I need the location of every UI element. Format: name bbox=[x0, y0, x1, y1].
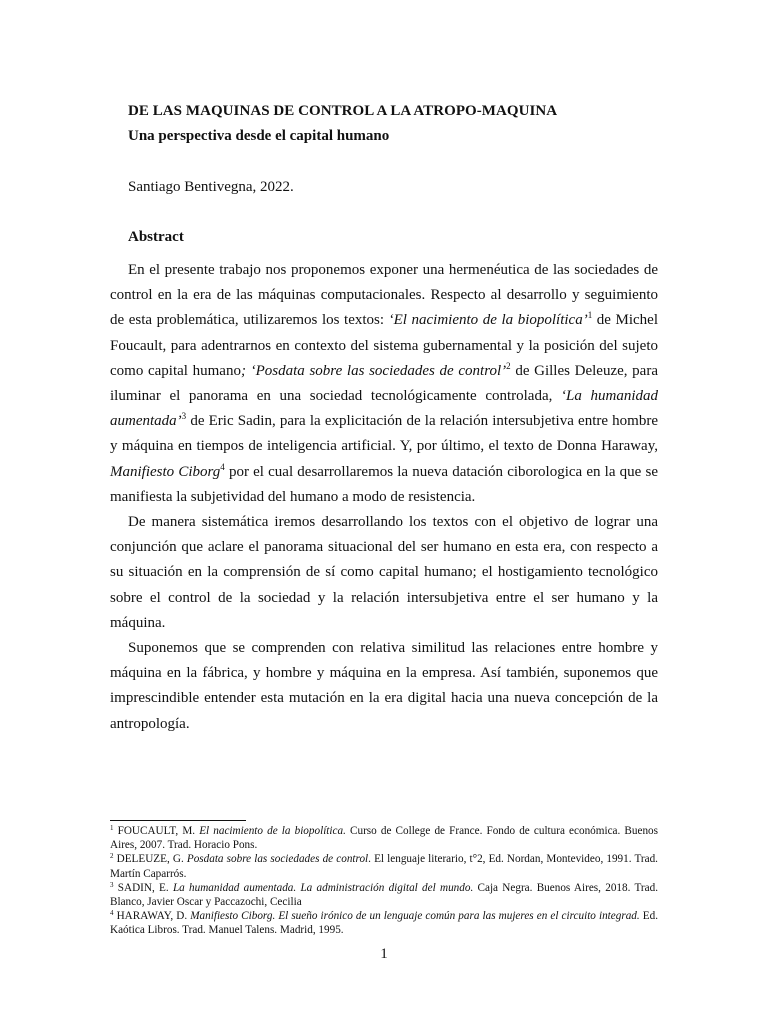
text-run: de Michel Foucault, para adentrarnos en contexto del sistema gubernamental y la posición del sujeto como capital humano bbox=[110, 312, 658, 379]
text-run: por el cual desarrollaremos la nueva datación ciborologica en la que se manifiesta la subjetividad del humano a modo de resistencia. bbox=[110, 463, 658, 505]
author-line: Santiago Bentivegna, 2022. bbox=[128, 179, 294, 195]
abstract-paragraph bbox=[110, 510, 658, 636]
footnote-ref: 3 bbox=[110, 880, 114, 889]
footnote-ref: 2 bbox=[506, 360, 511, 371]
text-run: Ed. Kaótica Libros. Trad. Manuel Talens. Madrid, 1995. bbox=[110, 910, 659, 937]
footnote-ref: 1 bbox=[587, 310, 593, 321]
document-title: DE LAS MAQUINAS DE CONTROL A LA ATROPO-MAQUINA bbox=[128, 103, 558, 119]
italic-text: Manifiesto Ciborg. El sueño irónico de un lenguaje común para las mujeres en el circuito integrad. bbox=[190, 910, 640, 923]
footnote bbox=[110, 852, 658, 880]
footnote-ref: 4 bbox=[110, 909, 114, 918]
footnotes bbox=[110, 824, 658, 938]
text-run: Curso de College de France. Fondo de cultura económica. Buenos Aires, 2007. Trad. Horacio Pons. bbox=[110, 825, 658, 852]
document-subtitle: Una perspectiva desde el capital humano bbox=[128, 128, 390, 144]
text-run: de Eric Sadin, para la explicitación de la relación intersubjetiva entre hombre y máquina en tiempos de inteligencia artificial. Y, por último, el texto de Donna Haraway, bbox=[110, 413, 658, 455]
italic-text: ; ‘Posdata sobre las sociedades de control’ bbox=[240, 362, 507, 379]
text-run: de Gilles Deleuze, para iluminar el panorama en una sociedad tecnológicamente controlada, bbox=[110, 362, 658, 405]
text-run: . El lenguaje literario, t°2, Ed. Nordan, Montevideo, 1991. Trad. Martín Caparrós. bbox=[110, 853, 658, 880]
italic-text: Posdata sobre las sociedades de control bbox=[186, 853, 369, 866]
text-run: De manera sistemática iremos desarrollando los textos con el objetivo de lograr una conjunción que aclare el panorama situacional del ser humano en esta era, con respecto a su situación en la comprensión de sí como capital humano; el hostigamiento tecnológico sobre el control de la sociedad y la relación intersubjetiva entre el ser humano y la máquina. bbox=[110, 514, 658, 631]
text-run: HARAWAY, D. bbox=[113, 910, 191, 923]
footnote-separator bbox=[110, 820, 246, 821]
text-run: Caja Negra. Buenos Aires, 2018. Trad. Blanco, Javier Oscar y Paccazochi, Cecilia bbox=[110, 881, 658, 909]
italic-text: La humanidad aumentada. La administración digital del mundo. bbox=[172, 881, 474, 894]
text-run: FOUCAULT, M. bbox=[113, 825, 200, 837]
footnote bbox=[110, 909, 658, 937]
abstract-paragraph bbox=[110, 636, 658, 737]
abstract-body bbox=[110, 258, 658, 737]
footnote bbox=[110, 881, 658, 909]
text-run: En el presente trabajo nos proponemos exponer una hermenéutica de las sociedades de control en la era de las máquinas computacionales. Respecto al desarrollo y seguimiento de esta problemática, utilizaremos los textos: bbox=[110, 262, 658, 329]
page-number: 1 bbox=[380, 946, 388, 962]
italic-text: ‘El nacimiento de la biopolítica’ bbox=[388, 312, 588, 329]
abstract-heading: Abstract bbox=[128, 229, 184, 245]
italic-text: El nacimiento de la biopolítica. bbox=[199, 825, 346, 837]
italic-text: Manifiesto Ciborg bbox=[110, 463, 221, 480]
abstract-paragraph bbox=[110, 258, 658, 510]
italic-text: ‘La humanidad aumentada’ bbox=[110, 388, 658, 430]
footnote-ref: 3 bbox=[181, 411, 187, 422]
text-run: DELEUZE, G. bbox=[113, 853, 187, 866]
text-run: SADIN, E. bbox=[113, 881, 173, 894]
footnote-ref: 2 bbox=[110, 852, 114, 861]
footnote-ref: 1 bbox=[110, 824, 114, 832]
footnote bbox=[110, 824, 658, 852]
footnote-ref: 4 bbox=[220, 461, 225, 472]
text-run: Suponemos que se comprenden con relativa similitud las relaciones entre hombre y máquina en la fábrica, y hombre y máquina en la empresa. Así también, suponemos que imprescindible entender esta mutación en la era digital hacia una nueva concepción de la antropología. bbox=[110, 640, 658, 732]
